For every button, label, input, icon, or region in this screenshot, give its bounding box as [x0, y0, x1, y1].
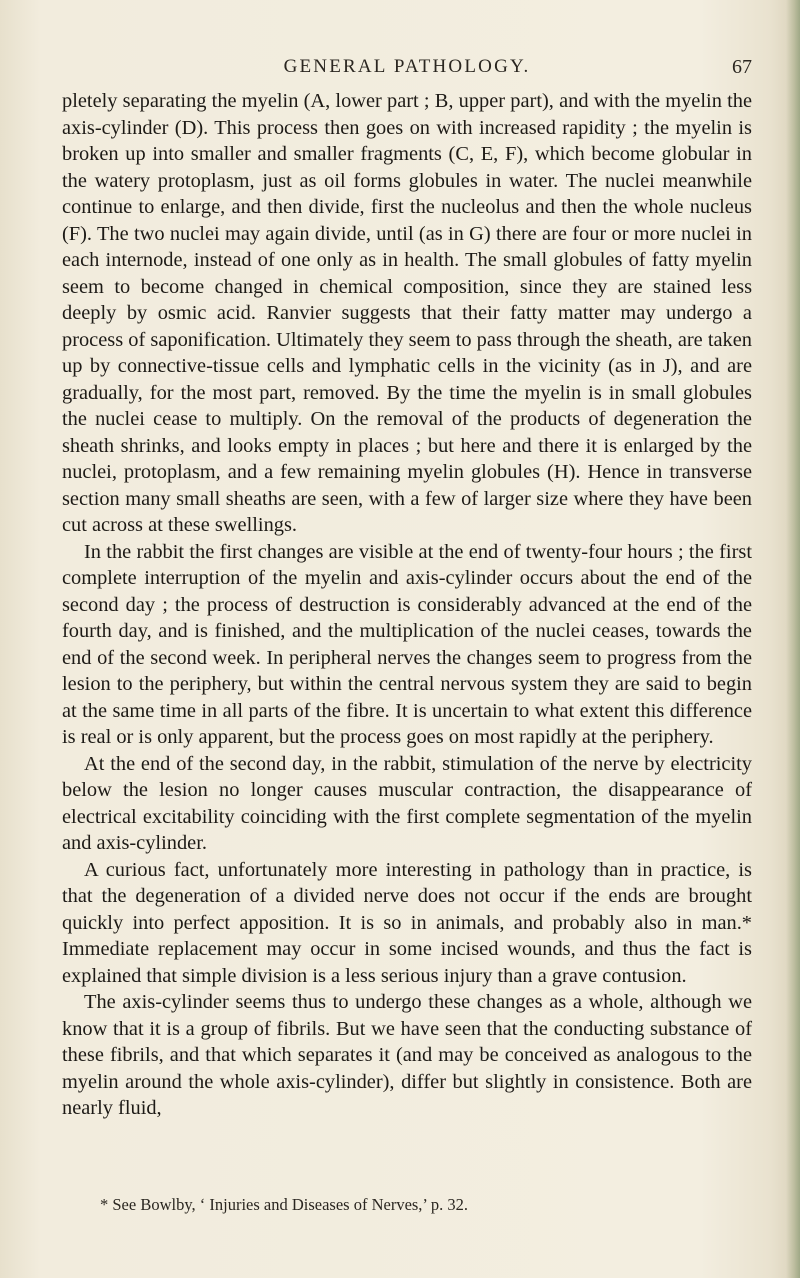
paragraph-1: pletely separating the myelin (A, lower part ; B, upper part), and with the myelin the axis-cylinder (D). This process then goes on with increased rapidity ; the myelin is broken up into smaller and smaller fragments (C, E, F), which become globular in the watery protoplasm, just as oil forms globules in water. The nuclei meanwhile continue to enlarge, and then divide, first the nucleolus and then the whole nucleus (F). The two nuclei may again divide, until (as in G) there are four or more nuclei in each internode, instead of one only as in health. The small globules of fatty myelin seem to become changed in chemical composition, since they are stained less deeply by osmic acid. Ranvier suggests that their fatty matter may undergo a process of saponification. Ultimately they seem to pass through the sheath, are taken up by connective-tissue cells and lymphatic cells in the vicinity (as in J), and are gradually, for the most part, removed. By the time the myelin is in small globules the nuclei cease to multiply. On the removal of the products of degeneration the sheath shrinks, and looks empty in places ; but here and there it is enlarged by the nuclei, protoplasm, and a few remaining myelin globules (H). Hence in transverse section many small sheaths are seen, with a few of larger size where they have been cut across at these swellings.: [62, 90, 752, 536]
page-header: [62, 56, 752, 86]
paragraph-5: The axis-cylinder seems thus to undergo these changes as a whole, although we know that it is a group of fibrils. But we have seen that the conducting substance of these fibrils, and that which separates it (and may be conceived as analogous to the myelin around the whole axis-cylinder), differ but slightly in consistence. Both are nearly fluid,: [62, 991, 752, 1119]
page-number: 67: [732, 56, 752, 78]
footnote: * See Bowlby, ‘ Injuries and Diseases of Nerves,’ p. 32.: [100, 1195, 468, 1214]
running-title: GENERAL PATHOLOGY.: [283, 56, 531, 77]
page-edge-shadow: [786, 0, 800, 1278]
body-text: [62, 88, 752, 1122]
paragraph-3: At the end of the second day, in the rabbit, stimulation of the nerve by electricity below the lesion no longer causes muscular contraction, the disappearance of electrical excitability coinciding with the first complete segmentation of the myelin and axis-cylinder.: [62, 752, 752, 854]
paragraph-2: In the rabbit the first changes are visible at the end of twenty-four hours ; the first complete interruption of the myelin and axis-cylinder occurs about the end of the second day ; the process of destruction is considerably advanced at the end of the fourth day, and is finished, and the multiplication of the nuclei ceases, towards the end of the second week. In peripheral nerves the changes seem to progress from the lesion to the periphery, but within the central nervous system they are said to begin at the same time in all parts of the fibre. It is uncertain to what extent this difference is real or is only apparent, but the process goes on most rapidly at the periphery.: [62, 540, 752, 748]
paragraph-4: A curious fact, unfortunately more interesting in pathology than in practice, is that the degeneration of a divided nerve does not occur if the ends are brought quickly into perfect apposition. It is so in animals, and probably also in man.* Immediate replacement may occur in some incised wounds, and thus the fact is explained that simple division is a less serious injury than a grave contusion.: [62, 858, 752, 987]
